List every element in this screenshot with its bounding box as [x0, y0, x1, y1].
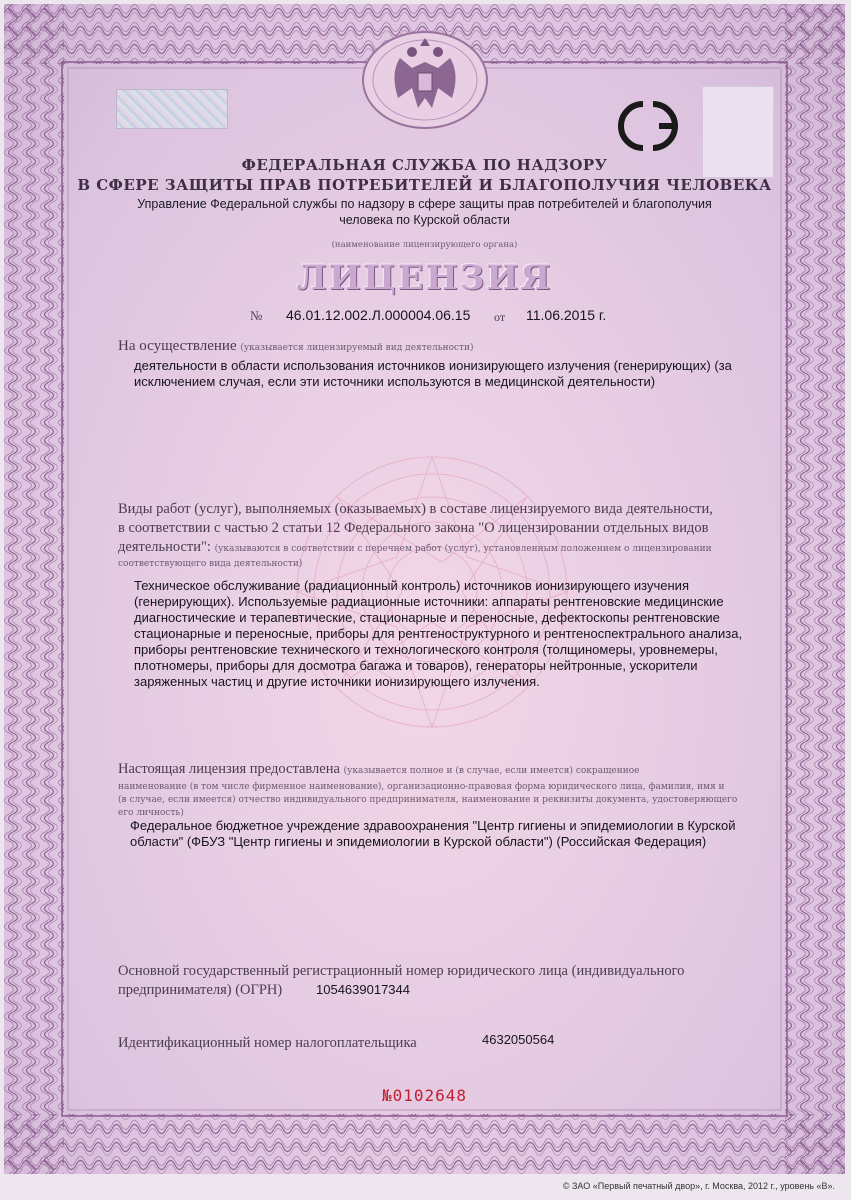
- printer-footer: © ЗАО «Первый печатный двор», г. Москва, 2012 г., уровень «В».: [562, 1181, 835, 1191]
- ogrn-value: 1054639017344: [316, 982, 410, 997]
- holder-value-line-2: области" (ФБУЗ "Центр гигиены и эпидемиологии в Курской области") (Российская Федерация): [130, 834, 707, 849]
- inn-value: 4632050564: [482, 1032, 555, 1047]
- authority-caption: (наименование лицензирующего органа): [331, 240, 518, 250]
- license-date-label: от: [494, 310, 506, 324]
- se-certification-mark-icon: [607, 96, 689, 156]
- ogrn-label: Основной государственный регистрационный номер юридического лица (индивидуального предпринимателя) (ОГРН): [118, 963, 685, 998]
- holder-caption-line-2: наименование (в том числе фирменное наименование), организационно-правовая форма юридического лица, фамилия, имя и: [118, 782, 725, 792]
- holder-caption-line-1: (указывается полное и (в случае, если имеется) сокращенное: [343, 766, 640, 776]
- header-line-1: ФЕДЕРАЛЬНАЯ СЛУЖБА ПО НАДЗОРУ: [241, 156, 608, 174]
- list-item: заряженных частиц и другие источники ионизирующего излучения.: [134, 674, 540, 689]
- activity-value-line-2: исключением случая, если эти источники используются в медицинской деятельности): [134, 374, 656, 389]
- list-item: приборы рентгеновские технического и технологического контроля (толщиномеры, уровнемеры,: [134, 642, 718, 657]
- activity-value-line-1: деятельности в области использования источников ионизирующего излучения (генерирующих) (за: [134, 358, 732, 373]
- works-label: Виды работ (услуг), выполняемых (оказываемых) в составе лицензируемого вида деятельности, в соответствии с частью 2 статьи 12 Федерального закона "О лицензировании отдельных видов деятельности": (указываются в соответствии с перечнем работ (услуг), установленным положением о лицензировании соответствующего вида деятельности): [118, 500, 748, 570]
- activity-label: На осуществление (указывается лицензируемый вид деятельности): [118, 338, 474, 354]
- works-value: [134, 578, 742, 690]
- hologram-icon: [116, 89, 228, 129]
- list-item: стационарные и переносные, приборы для рентгеноструктурного и рентгеноспектрального анализа,: [134, 626, 743, 641]
- license-sheet: [4, 4, 845, 1174]
- list-item: (генерирующих). Используемые радиационные источники: аппараты рентгеновские медицинские: [134, 594, 724, 609]
- holder-label: Настоящая лицензия предоставлена (указывается полное и (в случае, если имеется) сокращенное наименование (в том числе фирменное наименование), организационно-правовая форма юридического лица, фамилия, имя и (в случае, если имеется) отчество индивидуального предпринимателя, наименование и реквизиты документа, удостоверяющего его личность): [118, 760, 748, 820]
- authority-line-2: человека по Курской области: [339, 213, 510, 227]
- works-caption-line-1: (указываются в соответствии с перечнем работ (услуг), установленным положением о лицензировании: [214, 544, 712, 554]
- list-item: плотномеры, приборы для досмотра багажа и товаров), генераторы нейтронные, ускорители: [134, 658, 698, 673]
- authority-line-1: Управление Федеральной службы по надзору в сфере защиты прав потребителей и благополучия: [137, 197, 712, 211]
- license-number: 46.01.12.002.Л.000004.06.15: [286, 307, 471, 323]
- holder-value-line-1: Федеральное бюджетное учреждение здравоохранения "Центр гигиены и эпидемиологии в Курской: [130, 818, 736, 833]
- license-title: ЛИЦЕНЗИЯ: [296, 258, 553, 298]
- license-date: 11.06.2015 г.: [526, 307, 607, 323]
- header-line-2: В СФЕРЕ ЗАЩИТЫ ПРАВ ПОТРЕБИТЕЛЕЙ И БЛАГОПОЛУЧИЯ ЧЕЛОВЕКА: [77, 176, 772, 194]
- holder-caption-line-3: (в случае, если имеется) отчество индивидуального предпринимателя, наименование и реквизиты документа, удостоверяющего: [118, 795, 738, 805]
- works-caption-line-2: соответствующего вида деятельности): [118, 559, 303, 569]
- inn-label: Идентификационный номер налогоплательщика: [118, 1035, 417, 1051]
- list-item: диагностические и терапевтические, стационарные и переносные, дефектоскопы рентгеновские: [134, 610, 720, 625]
- holder-caption-line-4: его личность): [118, 808, 184, 818]
- license-number-label: №: [250, 308, 263, 323]
- list-item: Техническое обслуживание (радиационный контроль) источников ионизирующего изучения: [134, 578, 689, 593]
- activity-caption: (указывается лицензируемый вид деятельности): [240, 343, 474, 353]
- serial-number: №0102648: [381, 1086, 468, 1105]
- coat-of-arms-icon: [360, 18, 490, 130]
